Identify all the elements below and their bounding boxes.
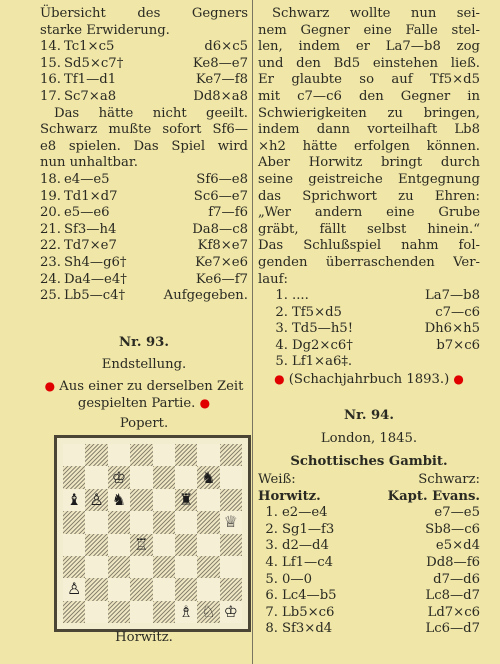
commentary-line: das Sprichwort zu Ehren: [258,188,480,204]
board-square [153,556,175,578]
move-row [258,605,480,622]
move-row [268,338,480,355]
board-square [63,444,85,466]
black-move: Sf6—e8 [196,171,248,187]
board-square [220,534,242,556]
board-square [108,444,130,466]
move-row [268,305,480,322]
commentary-line: Das Schlußspiel nahm fol- [258,238,480,254]
white-move: Tf1—d1 [64,72,117,88]
intro-line: Übersicht des Gegners [40,6,248,21]
black-move: Lc8—d7 [425,588,480,604]
move-number: 22. [40,238,61,254]
white-move: .... [292,288,309,304]
board-square [85,578,107,600]
move-number: 2. [275,304,288,320]
opening-name: Schottisches Gambit. [290,454,448,470]
black-move: La7—b8 [424,288,480,304]
note-line: Schwarz mußte sofort Sf6— [40,122,248,138]
move-row [258,555,480,572]
place: London, 1845. [320,431,418,447]
problem-title: Endstellung. [101,357,187,372]
move-number: 5. [265,571,278,587]
chess-piece: ♞ [111,489,127,509]
black-move: Kf8×e7 [197,238,248,254]
board-square [197,556,219,578]
board-square [63,511,85,533]
move-number: 16. [40,72,61,88]
move-row [40,89,248,106]
board-square [153,601,175,623]
board-square [130,601,152,623]
column-divider [252,0,253,664]
source-line: ● (Schachjahrbuch 1893.) ● [274,372,464,388]
board-square [108,466,130,488]
chess-piece: ♘ [201,601,216,621]
move-row [40,222,248,239]
move-row [40,172,248,189]
board-square [197,466,219,488]
move-number: 24. [40,271,61,287]
white-move: Lb5—c4† [64,288,126,304]
board-square [175,489,197,511]
move-row [258,588,480,605]
white-move: Td7×e7 [64,238,117,254]
move-number: 3. [275,321,288,337]
white-move: Lb5×c6 [282,604,335,620]
board-square [108,556,130,578]
black-move: Ke7×e6 [195,254,248,270]
board-square [63,489,85,511]
chess-piece: ♙ [67,579,82,599]
white-move: Sf3—h4 [64,221,117,237]
player-names: Horwitz. Kapt. Evans. [258,488,480,504]
board-square [175,511,197,533]
black-move: f7—f6 [208,205,248,221]
board-square [220,466,242,488]
white-move: Sd5×c7† [64,55,124,71]
move-number: 3. [265,538,278,554]
board-square [197,511,219,533]
color-labels: Weiß: Schwarz: [258,472,480,488]
move-number: 17. [40,88,61,104]
move-row [40,39,248,56]
board-square [85,601,107,623]
board-square [153,466,175,488]
chess-piece: ♗ [178,601,194,621]
commentary-line: mit c7—c6 den Gegner in [258,88,480,104]
note-line: Das hätte nicht geeilt. [54,105,248,121]
move-number: 1. [265,505,278,521]
move-row [40,56,248,73]
note-line: nun unhaltbar. [40,155,138,171]
board-square [130,511,152,533]
commentary-line: und den Bd5 einstehen ließ. [258,55,480,71]
white-move: Lf1×a6‡. [292,354,353,370]
white-move: e2—e4 [282,505,328,521]
board-square [130,466,152,488]
black-move: Ke6—f7 [195,271,248,287]
board-square [197,578,219,600]
move-number: 25. [40,288,61,304]
board-square [85,466,107,488]
white-move: Sh4—g6† [64,254,127,270]
moves-list-2 [40,172,248,305]
marker-icon: ● [44,379,56,393]
black-move: e5×d4 [435,538,480,554]
chess-board [54,435,251,632]
white-move: Sf3×d4 [282,621,333,637]
board-square [175,578,197,600]
move-row [258,505,480,522]
move-row [268,354,480,371]
board-square [108,489,130,511]
left-column [40,0,248,431]
white-player: Horwitz. [115,630,173,645]
board-square [220,556,242,578]
board-square [220,578,242,600]
marker-icon: ● [199,396,211,410]
board-square [175,466,197,488]
white-move: e5—e6 [64,205,110,221]
black-move: b7×c6 [436,337,480,353]
move-number: 21. [40,221,61,237]
commentary-line: ×h2 hätte erfolgen können. [258,138,480,154]
board-square [175,601,197,623]
black-move: Sc6—e7 [193,188,248,204]
move-row [258,538,480,555]
move-number: 23. [40,254,61,270]
board-square [220,489,242,511]
move-number: 4. [275,337,288,353]
move-row [258,572,480,589]
white-move: e4—e5 [64,171,110,187]
move-row [258,522,480,539]
move-row [40,255,248,272]
white-move: Lc4—b5 [282,588,337,604]
commentary-line: seine geistreiche Entgegnung [258,171,480,187]
game-number: Nr. 94. [344,408,394,424]
note-line: e8 spielen. Das Spiel wird [40,138,248,154]
white-move: Sg1—f3 [282,521,335,537]
commentary-line: genden überraschenden Ver- [258,254,480,270]
board-square [175,556,197,578]
board-square [63,601,85,623]
commentary-line: „Wer andern eine Grube [258,205,480,221]
chess-piece: ♔ [111,467,127,487]
board-square [153,578,175,600]
black-move: Dh6×h5 [424,321,480,337]
board-square [130,534,152,556]
move-number: 14. [40,39,61,55]
black-move: e7—e5 [434,505,480,521]
move-number: 6. [265,588,278,604]
board-square [197,534,219,556]
black-move: Ke8—e7 [192,55,248,71]
white-move: Sc7×a8 [64,88,117,104]
move-number: 1. [275,288,288,304]
move-number: 5. [275,354,288,370]
commentary-line: indem dann vorteilhaft Lb8 [258,122,480,138]
black-move: c7—c6 [435,304,480,320]
move-number: 18. [40,171,61,187]
commentary-line: gräbt, fällt selbst hinein.“ [258,221,480,237]
black-move: d7—d6 [433,571,480,587]
move-row [40,238,248,255]
move-row [40,288,248,305]
board-square [85,556,107,578]
move-row [40,205,248,222]
board-square [108,601,130,623]
move-number: 15. [40,55,61,71]
board-square [153,511,175,533]
board-square [63,534,85,556]
move-number: 2. [265,521,278,537]
commentary [258,0,480,288]
black-move: Aufgegeben. [163,288,248,304]
move-number: 19. [40,188,61,204]
problem-desc-line: gespielten Partie. ● [77,396,211,411]
board-square [130,578,152,600]
commentary-line: Schwarz wollte nun sei- [272,6,480,21]
white-move: Lf1—c4 [282,555,333,571]
move-row [268,288,480,305]
board-square [130,444,152,466]
white-move: Dg2×c6† [292,337,353,353]
white-move: Tf5×d5 [292,304,342,320]
note [40,106,248,172]
final-moves [258,288,480,371]
board-square [85,511,107,533]
problem-desc-line: ● Aus einer zu derselben Zeit [44,379,244,394]
move-row [258,621,480,638]
commentary-line: lauf: [258,271,288,287]
white-move: Td5—h5! [292,321,353,337]
commentary-line: Er glaubte so auf Tf5×d5 [258,72,480,88]
black-move: Da8—c8 [192,221,248,237]
black-player: Popert. [119,416,169,431]
black-move: Sb8—c6 [425,521,480,537]
board-square [197,489,219,511]
move-number: 20. [40,205,61,221]
move-row [40,189,248,206]
board-square [108,511,130,533]
board-square [175,534,197,556]
commentary-line: nem Gegner eine Falle stel- [258,22,480,38]
board-square [197,601,219,623]
commentary-line: Schwierigkeiten zu bringen, [258,105,480,121]
board-square [220,511,242,533]
chess-piece: ♞ [201,467,216,487]
board-square [85,444,107,466]
chess-piece: ♜ [178,489,194,509]
board-square [85,534,107,556]
board-square [130,489,152,511]
board-square [153,444,175,466]
white-move: Tc1×c5 [64,39,115,55]
marker-icon: ● [274,372,285,387]
board-square [85,489,107,511]
board-square [63,556,85,578]
intro-line: starke Erwiderung. [40,22,170,38]
commentary-line: len, indem er La7—b8 zog [258,39,480,55]
board-square [197,444,219,466]
board-square [108,534,130,556]
board-square [130,556,152,578]
board-square [220,601,242,623]
chess-piece: ♔ [223,601,238,621]
chess-piece: ♕ [223,512,238,532]
commentary-line: Aber Horwitz bringt durch [258,155,480,171]
black-move: Dd8—f6 [426,555,480,571]
problem-number: Nr. 93. [119,335,169,350]
board-square [220,444,242,466]
black-move: Dd8×a8 [193,88,248,104]
board-square [108,578,130,600]
chess-piece: ♝ [67,489,82,509]
black-move: d6×c5 [204,39,248,55]
board-square [63,466,85,488]
chess-piece: ♙ [89,489,104,509]
board-square [175,444,197,466]
board-square [153,534,175,556]
black-move: Lc6—d7 [425,621,480,637]
white-move: Da4—e4† [64,271,127,287]
marker-icon: ● [453,372,464,387]
move-number: 7. [265,604,278,620]
moves-list-1 [40,39,248,105]
move-row [40,72,248,89]
chess-piece: ♖ [134,534,149,554]
white-move: Td1×d7 [64,188,118,204]
move-row [268,321,480,338]
white-move: 0—0 [282,571,312,587]
right-column [258,0,480,638]
move-number: 8. [265,621,278,637]
move-row [40,272,248,289]
black-move: Ke7—f8 [195,72,248,88]
move-number: 4. [265,555,278,571]
game-moves [258,505,480,638]
board-square [63,578,85,600]
white-move: d2—d4 [282,538,329,554]
black-move: Ld7×c6 [427,604,480,620]
board-square [153,489,175,511]
